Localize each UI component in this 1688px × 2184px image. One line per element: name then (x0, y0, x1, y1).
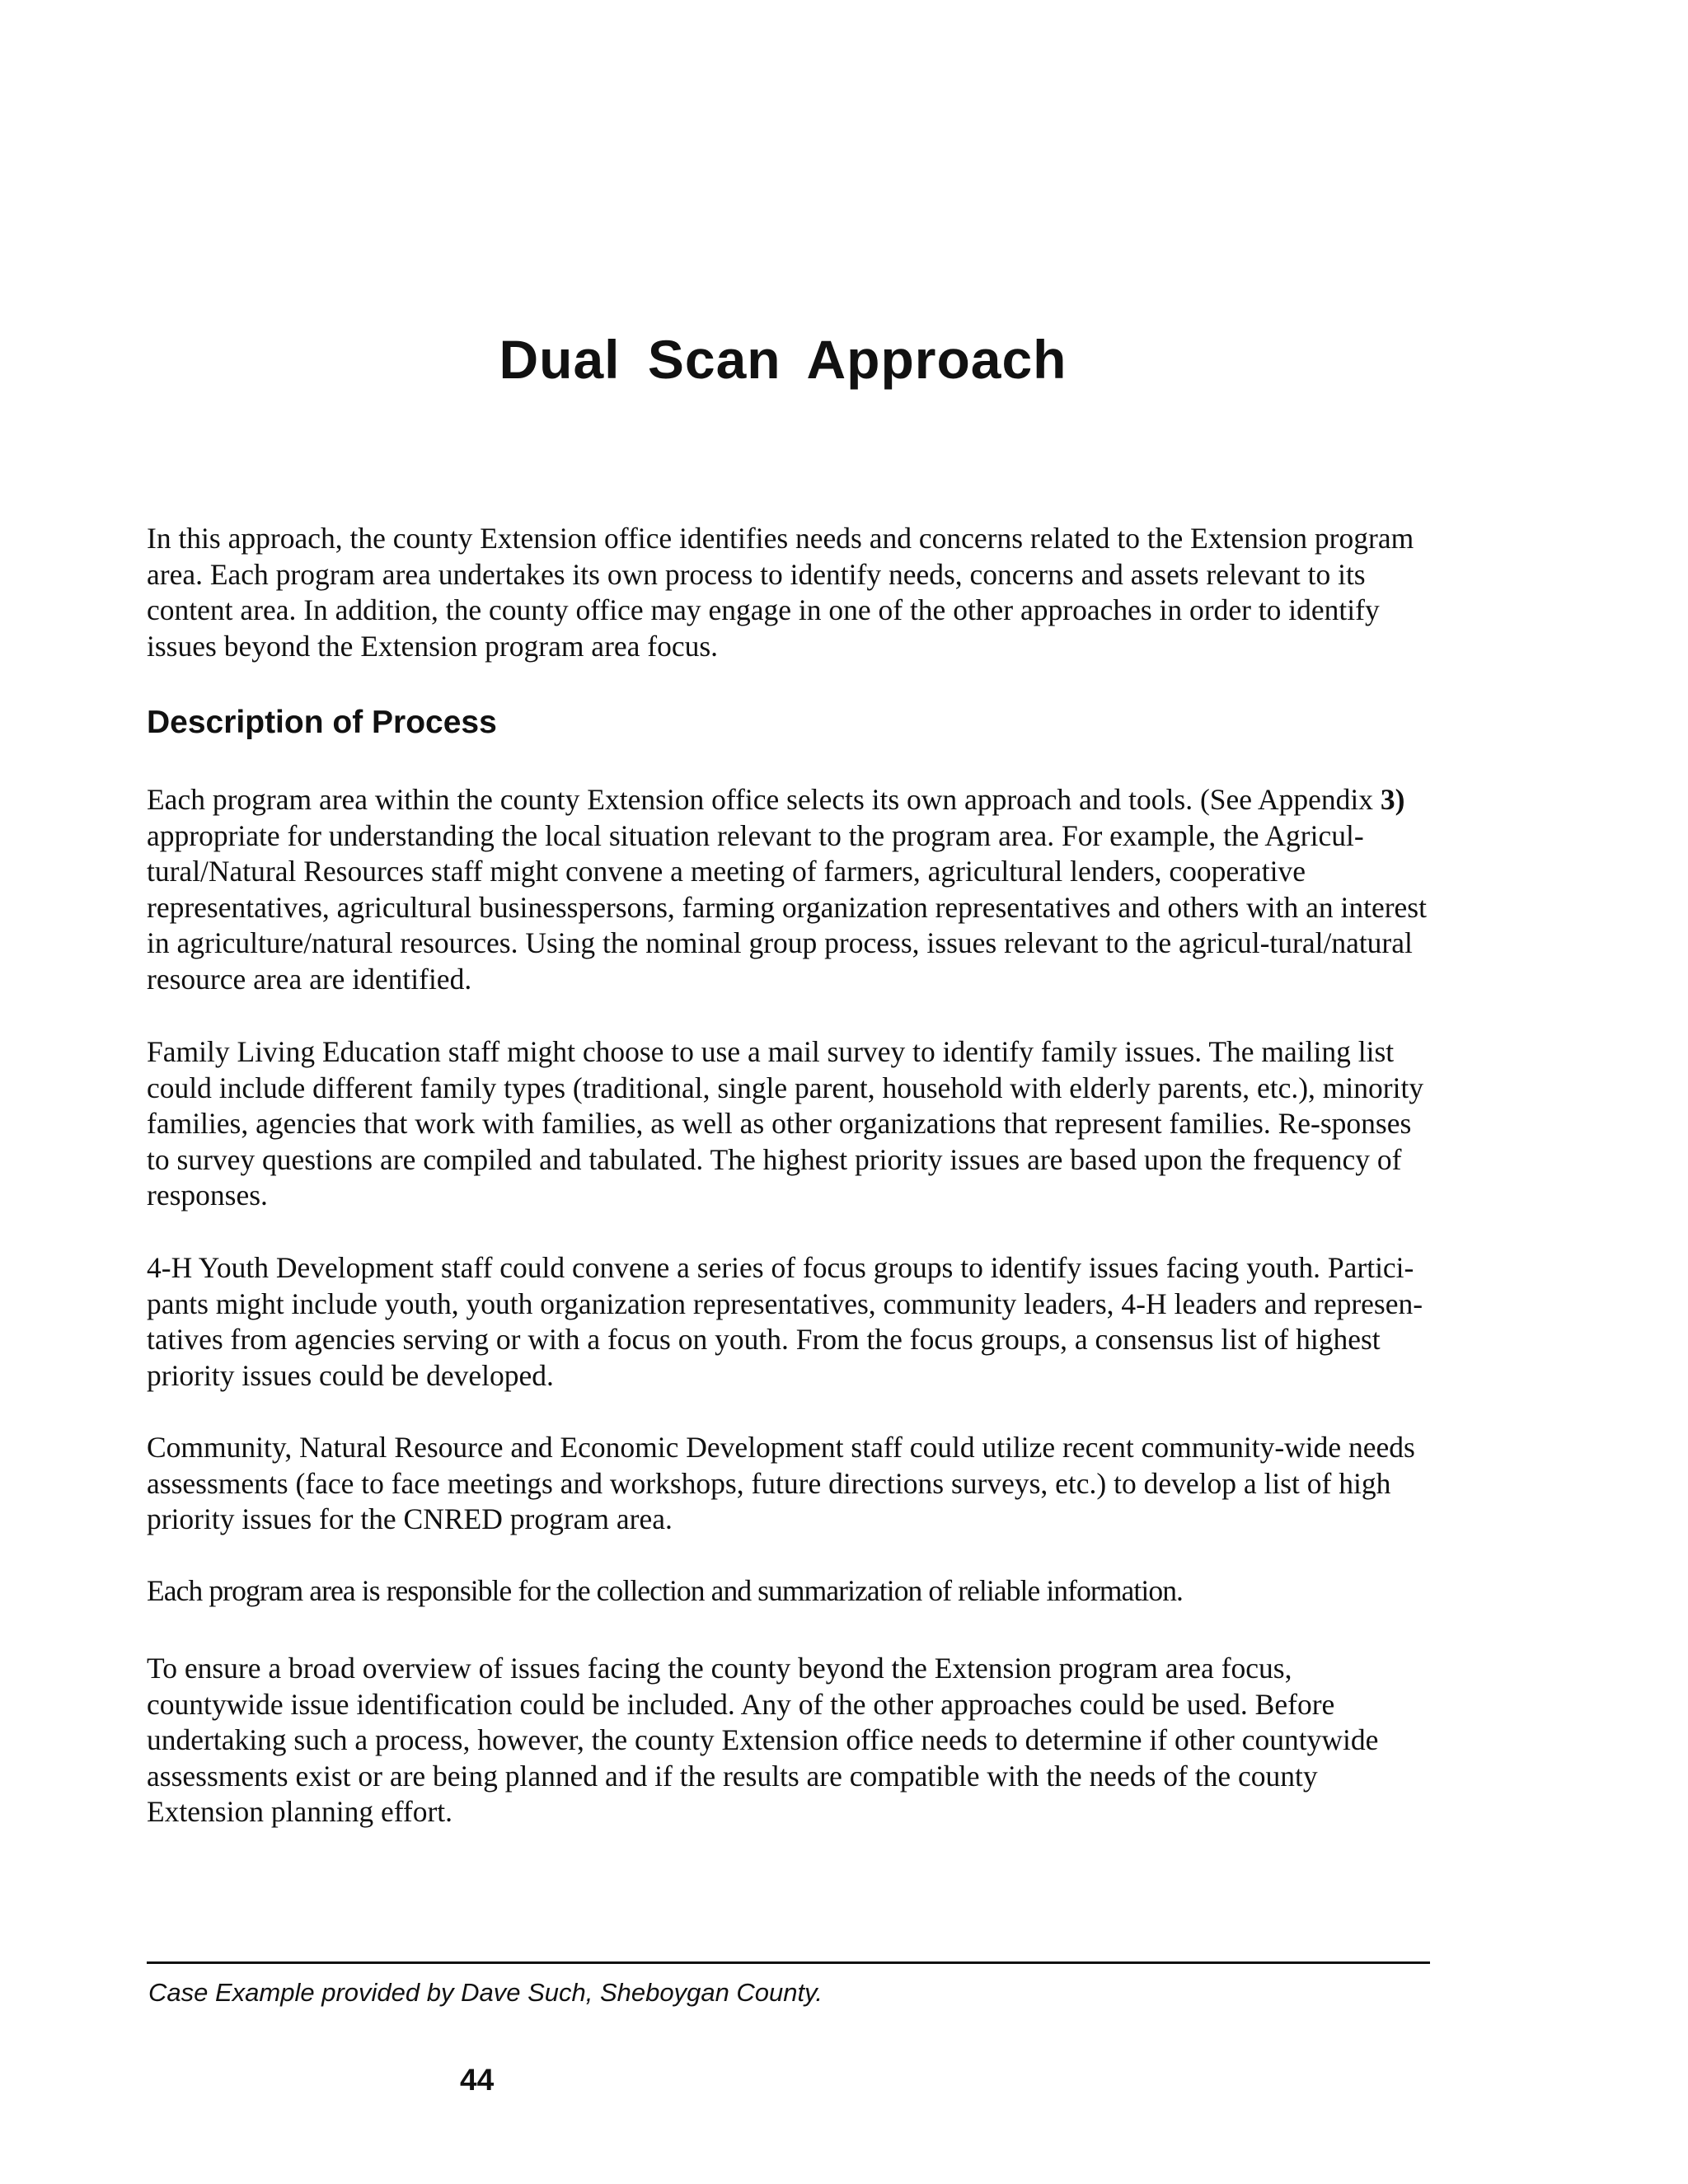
footnote-divider (147, 1961, 1430, 1964)
process-paragraph-responsibility: Each program area is responsible for the collection and summarization of reliable information. (147, 1574, 1184, 1607)
paragraph-rest-text: appropriate for understanding the local situation relevant to the program area. For example, the Agricul-tural/Natural Resources staff might convene a meeting of farmers, agricultural lenders, cooperative representatives, agricultural businesspersons, farming organization representatives and others with an interest in agriculture/natural resources. Using the nominal group process, issues relevant to the agricul-tural/natural resource area are identified. (147, 818, 1427, 996)
appendix-reference: 3) (1380, 783, 1405, 816)
page-number: 44 (460, 2063, 495, 2097)
process-paragraph-overview (147, 782, 1428, 997)
process-paragraph-countywide: To ensure a broad overview of issues facing the county beyond the Extension program area focus, countywide issue identification could be included. Any of the other approaches could be used. Before undertaking such a process, however, the county Extension office needs to determine if other countywide assessments exist or are being planned and if the results are compatible with the needs of the county Extension planning effort. (147, 1652, 1379, 1828)
process-paragraph-cnred: Community, Natural Resource and Economic Development staff could utilize recent community-wide needs assessments (face to face meetings and workshops, future directions surveys, etc.) to develop a list of high priority issues for the CNRED program area. (147, 1431, 1415, 1535)
paragraph-lead-text: Each program area within the county Extension office selects its own approach and tools. (See Appendix (147, 783, 1381, 816)
section-heading: Description of Process (147, 705, 497, 740)
process-paragraph-4h-youth: 4-H Youth Development staff could convene a series of focus groups to identify issues facing youth. Partici-pants might include youth, youth organization representatives, community leaders, 4-H leaders and represen-tatives from agencies serving or with a focus on youth. From the focus groups, a consensus list of highest priority issues could be developed. (147, 1251, 1423, 1392)
process-paragraph-family-living: Family Living Education staff might choose to use a mail survey to identify family issues. The mailing list could include different family types (traditional, single parent, household with elderly parents, etc.), minority families, agencies that work with families, as well as other organizations that represent families. Re-sponses to survey questions are compiled and tabulated. The highest priority issues are based upon the frequency of responses. (147, 1035, 1424, 1212)
intro-paragraph: In this approach, the county Extension office identifies needs and concerns related to the Extension program area. Each program area undertakes its own process to identify needs, concerns and assets relevant to its content area. In addition, the county office may engage in one of the other approaches in order to identify issues beyond the Extension program area focus. (147, 522, 1414, 663)
page-title: Dual Scan Approach (499, 329, 1067, 390)
case-example-footnote: Case Example provided by Dave Such, Sheboygan County. (148, 1978, 823, 2007)
